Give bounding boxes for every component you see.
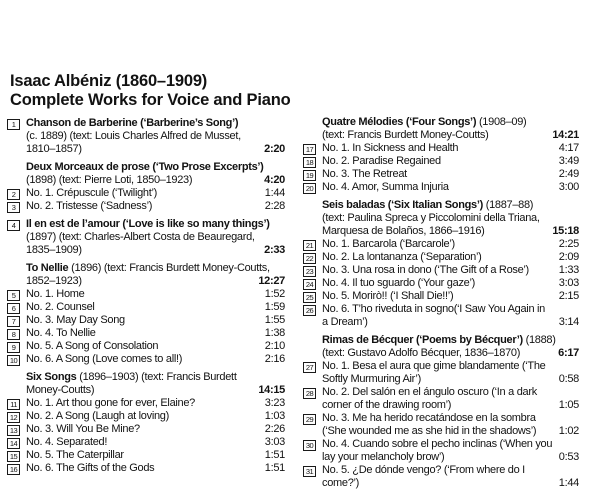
entry-line <box>26 288 285 301</box>
track-number-badge: 29 <box>303 414 316 425</box>
track-row <box>303 360 579 386</box>
entry-line-text: No. 3. Will You Be Mine? <box>26 423 140 435</box>
track-number-badge: 12 <box>7 412 20 423</box>
track-number-cell <box>7 187 26 200</box>
entry-line-text: lay your melancholy brow’) <box>322 451 445 463</box>
entry-text <box>322 303 579 329</box>
track-number-badge: 3 <box>7 202 20 213</box>
entry-line <box>322 181 579 194</box>
entry-line-text: No. 1. Crépuscule (‘Twilight’) <box>26 187 157 199</box>
track-number-cell <box>7 436 26 449</box>
track-duration: 2:49 <box>558 168 579 180</box>
entry-line <box>322 168 579 181</box>
track-number-cell <box>7 410 26 423</box>
work-heading-row <box>303 199 579 238</box>
entry-line-text: (text: Francis Burdett Money-Coutts) <box>322 129 489 141</box>
track-number-badge: 21 <box>303 240 316 251</box>
entry-line <box>322 464 579 477</box>
entry-line <box>322 142 579 155</box>
entry-line-text: No. 3. The Retreat <box>322 168 407 180</box>
track-row <box>7 314 285 327</box>
entry-line-text: come?’) <box>322 477 360 489</box>
entry-line <box>26 449 285 462</box>
entry-text <box>26 327 285 340</box>
track-number-cell <box>7 397 26 410</box>
title-block <box>10 72 290 110</box>
work-total-duration: 14:15 <box>258 384 285 396</box>
entry-text <box>322 264 579 277</box>
track-number-cell <box>303 303 322 316</box>
work-total-duration: 6:17 <box>558 347 579 359</box>
entry-text <box>322 360 579 386</box>
entry-text <box>322 142 579 155</box>
track-number-badge: 22 <box>303 253 316 264</box>
track-duration: 3:49 <box>558 155 579 167</box>
track-number-badge: 14 <box>7 438 20 449</box>
track-duration: 1:03 <box>264 410 285 422</box>
entry-line-text: No. 1. Home <box>26 288 85 300</box>
entry-text <box>26 200 285 213</box>
track-number-cell <box>7 262 26 263</box>
track-row <box>303 168 579 181</box>
track-number-badge: 5 <box>7 290 20 301</box>
track-row <box>7 327 285 340</box>
entry-line <box>322 199 579 212</box>
entry-text <box>26 288 285 301</box>
entry-text <box>322 334 579 360</box>
track-row <box>303 181 579 194</box>
entry-text <box>26 117 285 156</box>
entry-line-text: No. 5. The Caterpillar <box>26 449 124 461</box>
track-duration: 1:33 <box>558 264 579 276</box>
entry-line-text: No. 2. Del salón en el ángulo oscuro (‘In a dark <box>322 386 537 398</box>
track-row <box>303 438 579 464</box>
entry-text <box>26 262 285 288</box>
entry-line-text: No. 1. Barcarola (‘Barcarole’) <box>322 238 455 250</box>
track-number-cell <box>7 462 26 475</box>
entry-line <box>26 174 285 187</box>
entry-line <box>26 143 285 156</box>
track-number-cell <box>7 301 26 314</box>
track-duration: 1:05 <box>558 399 579 411</box>
entry-text <box>26 397 285 410</box>
entry-line <box>322 303 579 316</box>
track-row <box>7 410 285 423</box>
track-number-cell <box>7 218 26 231</box>
track-number-badge: 19 <box>303 170 316 181</box>
track-number-cell <box>303 264 322 277</box>
album-title: Complete Works for Voice and Piano <box>10 91 291 109</box>
entry-line-text: Deux Morceaux de prose (‘Two Prose Excerpts’) <box>26 161 264 173</box>
track-number-badge: 24 <box>303 279 316 290</box>
track-row <box>7 117 285 156</box>
entry-line-text: No. 2. Paradise Regained <box>322 155 441 167</box>
track-number-cell <box>7 371 26 372</box>
track-duration: 1:44 <box>558 477 579 489</box>
entry-line-text: No. 4. Amor, Summa Injuria <box>322 181 449 193</box>
entry-line <box>322 116 579 129</box>
track-row <box>7 449 285 462</box>
track-number-badge: 31 <box>303 466 316 477</box>
track-number-cell <box>303 464 322 477</box>
entry-text <box>26 218 285 257</box>
entry-line-text: No. 5. Morirò!! (‘I Shall Die!!’) <box>322 290 454 302</box>
entry-line <box>322 334 579 347</box>
track-row <box>303 142 579 155</box>
track-number-cell <box>303 116 322 117</box>
track-row <box>303 277 579 290</box>
work-heading-row <box>7 262 285 288</box>
track-number-cell <box>7 353 26 366</box>
track-duration: 2:09 <box>558 251 579 263</box>
entry-text <box>322 181 579 194</box>
entry-line <box>26 423 285 436</box>
entry-text <box>26 301 285 314</box>
entry-line-text: No. 4. Il tuo sguardo (‘Your gaze’) <box>322 277 475 289</box>
entry-text <box>26 353 285 366</box>
track-number-badge: 20 <box>303 183 316 194</box>
entry-line-text: No. 4. Separated! <box>26 436 108 448</box>
entry-line-text: No. 1. Besa el aura que gime blandamente (‘The <box>322 360 546 372</box>
entry-line <box>26 275 285 288</box>
track-duration: 3:03 <box>264 436 285 448</box>
entry-line <box>26 314 285 327</box>
entry-line-text: Il en est de l’amour (‘Love is like so many things’) <box>26 218 270 230</box>
entry-text <box>26 462 285 475</box>
entry-line-text: Money-Coutts) <box>26 384 95 396</box>
track-number-badge: 6 <box>7 303 20 314</box>
entry-line-text: No. 2. A Song (Laugh at loving) <box>26 410 169 422</box>
track-row <box>7 462 285 475</box>
track-row <box>7 288 285 301</box>
work-total-duration: 15:18 <box>552 225 579 237</box>
track-row <box>303 290 579 303</box>
track-number-badge: 26 <box>303 305 316 316</box>
entry-text <box>26 436 285 449</box>
entry-line <box>26 187 285 200</box>
entry-line <box>26 231 285 244</box>
track-number-cell <box>303 168 322 181</box>
track-number-cell <box>303 181 322 194</box>
entry-line <box>26 436 285 449</box>
track-row <box>303 264 579 277</box>
entry-line-text: No. 1. Art thou gone for ever, Elaine? <box>26 397 195 409</box>
entry-line <box>322 438 579 451</box>
entry-line-text: Chanson de Barberine (‘Barberine’s Song’) <box>26 117 239 129</box>
track-duration: 3:00 <box>558 181 579 193</box>
entry-line <box>26 117 285 130</box>
track-duration: 3:23 <box>264 397 285 409</box>
entry-line-text: (‘She wounded me as she hid in the shadows’) <box>322 425 537 437</box>
track-number-cell <box>7 117 26 130</box>
entry-text <box>26 423 285 436</box>
track-number-badge: 2 <box>7 189 20 200</box>
work-heading-row <box>7 371 285 397</box>
work-total-duration: 14:21 <box>552 129 579 141</box>
entry-line <box>322 212 579 225</box>
track-number-badge: 4 <box>7 220 20 231</box>
track-row <box>303 238 579 251</box>
entry-line <box>26 161 285 174</box>
track-row <box>303 412 579 438</box>
track-number-cell <box>303 277 322 290</box>
track-row <box>7 301 285 314</box>
track-duration: 2:26 <box>264 423 285 435</box>
entry-line <box>322 425 579 438</box>
track-number-badge: 18 <box>303 157 316 168</box>
entry-line <box>26 371 285 384</box>
track-number-cell <box>303 360 322 373</box>
entry-line <box>322 290 579 303</box>
work-heading-row <box>303 116 579 142</box>
entry-line-text: No. 3. Me ha herido recatándose en la sombra <box>322 412 536 424</box>
tracklist-column-right <box>303 116 579 490</box>
entry-text <box>322 412 579 438</box>
entry-line-text: (1898) (text: Pierre Loti, 1850–1923) <box>26 174 193 186</box>
track-row <box>7 340 285 353</box>
track-row <box>7 187 285 200</box>
track-row <box>303 155 579 168</box>
track-duration: 2:16 <box>264 353 285 365</box>
entry-line <box>26 327 285 340</box>
entry-line-text: No. 3. May Day Song <box>26 314 125 326</box>
entry-text <box>322 116 579 142</box>
entry-line <box>26 410 285 423</box>
track-duration: 1:38 <box>264 327 285 339</box>
track-number-badge: 15 <box>7 451 20 462</box>
entry-line-text: No. 4. To Nellie <box>26 327 96 339</box>
track-row <box>303 386 579 412</box>
track-row <box>7 200 285 213</box>
track-number-cell <box>303 386 322 399</box>
entry-line <box>322 251 579 264</box>
track-duration: 1:52 <box>264 288 285 300</box>
track-duration: 0:58 <box>558 373 579 385</box>
entry-line <box>322 225 579 238</box>
track-number-cell <box>303 438 322 451</box>
tracklist-column-left <box>7 117 285 475</box>
entry-line <box>26 340 285 353</box>
entry-text <box>26 161 285 187</box>
track-number-cell <box>7 449 26 462</box>
entry-line <box>322 386 579 399</box>
track-number-badge: 25 <box>303 292 316 303</box>
track-row <box>7 397 285 410</box>
track-number-badge: 11 <box>7 399 20 410</box>
track-duration: 1:02 <box>558 425 579 437</box>
entry-line <box>322 477 579 490</box>
entry-line-text: 1810–1857) <box>26 143 82 155</box>
entry-line <box>26 462 285 475</box>
entry-text <box>322 155 579 168</box>
entry-text <box>322 290 579 303</box>
entry-line-text: (text: Gustavo Adolfo Bécquer, 1836–1870) <box>322 347 521 359</box>
track-number-badge: 16 <box>7 464 20 475</box>
entry-text <box>322 199 579 238</box>
entry-text <box>26 371 285 397</box>
track-number-cell <box>7 423 26 436</box>
entry-line-text: Seis baladas (‘Six Italian Songs’) (1887–88) <box>322 199 534 211</box>
entry-line-text: No. 2. La lontananza (‘Separation’) <box>322 251 482 263</box>
entry-line <box>26 384 285 397</box>
entry-line-text: Six Songs (1896–1903) (text: Francis Burdett <box>26 371 237 383</box>
track-duration: 1:55 <box>264 314 285 326</box>
work-heading-row <box>7 161 285 187</box>
entry-line-text: 1852–1923) <box>26 275 82 287</box>
track-number-badge: 1 <box>7 119 20 130</box>
entry-line <box>26 200 285 213</box>
track-duration: 2:25 <box>558 238 579 250</box>
entry-line <box>322 129 579 142</box>
track-duration: 2:10 <box>264 340 285 352</box>
track-duration: 0:53 <box>558 451 579 463</box>
track-number-cell <box>7 314 26 327</box>
entry-line-text: No. 5. A Song of Consolation <box>26 340 159 352</box>
entry-line-text: No. 5. ¿De dónde vengo? (‘From where do I <box>322 464 525 476</box>
entry-text <box>322 277 579 290</box>
entry-line <box>322 399 579 412</box>
track-number-badge: 28 <box>303 388 316 399</box>
entry-line <box>322 360 579 373</box>
entry-text <box>26 340 285 353</box>
entry-line-text: No. 2. Counsel <box>26 301 95 313</box>
track-number-cell <box>7 200 26 213</box>
entry-line-text: No. 1. In Sickness and Health <box>322 142 459 154</box>
entry-line <box>322 238 579 251</box>
track-number-cell <box>7 161 26 162</box>
entry-line-text: No. 4. Cuando sobre el pecho inclinas (‘When you <box>322 438 553 450</box>
track-number-cell <box>303 334 322 335</box>
track-number-badge: 8 <box>7 329 20 340</box>
entry-line-text: To Nellie (1896) (text: Francis Burdett Money-Coutts, <box>26 262 270 274</box>
entry-text <box>322 464 579 490</box>
track-number-cell <box>303 199 322 200</box>
entry-text <box>26 449 285 462</box>
entry-line-text: (c. 1889) (text: Louis Charles Alfred de Musset, <box>26 130 241 142</box>
composer-title: Isaac Albéniz (1860–1909) <box>10 72 208 90</box>
entry-text <box>26 314 285 327</box>
entry-line-text: No. 6. A Song (Love comes to all!) <box>26 353 183 365</box>
entry-line <box>26 130 285 143</box>
track-number-badge: 9 <box>7 342 20 353</box>
track-duration: 3:14 <box>558 316 579 328</box>
track-number-badge: 27 <box>303 362 316 373</box>
entry-line-text: Marquesa de Bolaños, 1866–1916) <box>322 225 485 237</box>
track-number-cell <box>303 238 322 251</box>
entry-line-text: No. 6. The Gifts of the Gods <box>26 462 155 474</box>
entry-line <box>322 277 579 290</box>
entry-line <box>322 347 579 360</box>
entry-line <box>322 373 579 386</box>
work-total-duration: 12:27 <box>258 275 285 287</box>
track-row <box>303 303 579 329</box>
work-heading-row <box>303 334 579 360</box>
entry-line <box>322 451 579 464</box>
entry-line <box>26 397 285 410</box>
entry-text <box>322 251 579 264</box>
track-row <box>303 464 579 490</box>
entry-line-text: (text: Paulina Spreca y Piccolomini della Triana, <box>322 212 540 224</box>
track-number-cell <box>7 327 26 340</box>
entry-text <box>322 168 579 181</box>
track-number-badge: 7 <box>7 316 20 327</box>
entry-line-text: Rimas de Bécquer (‘Poems by Bécquer’) (1888) <box>322 334 556 346</box>
track-row <box>7 218 285 257</box>
entry-line <box>322 155 579 168</box>
entry-line-text: No. 2. Tristesse (‘Sadness’) <box>26 200 153 212</box>
track-number-badge: 10 <box>7 355 20 366</box>
track-number-badge: 23 <box>303 266 316 277</box>
entry-line <box>26 262 285 275</box>
entry-text <box>322 438 579 464</box>
track-duration: 4:17 <box>558 142 579 154</box>
track-row <box>7 436 285 449</box>
entry-line <box>322 316 579 329</box>
work-total-duration: 2:33 <box>264 244 285 256</box>
entry-line-text: Quatre Mélodies (‘Four Songs’) (1908–09) <box>322 116 527 128</box>
track-number-cell <box>303 142 322 155</box>
track-duration: 2:15 <box>558 290 579 302</box>
track-duration: 2:28 <box>264 200 285 212</box>
entry-line <box>26 353 285 366</box>
entry-line-text: 1835–1909) <box>26 244 82 256</box>
entry-line <box>26 244 285 257</box>
track-row <box>7 423 285 436</box>
track-number-badge: 13 <box>7 425 20 436</box>
track-duration: 1:44 <box>264 187 285 199</box>
entry-line-text: No. 3. Una rosa in dono (‘The Gift of a Rose’) <box>322 264 529 276</box>
entry-line <box>322 412 579 425</box>
track-number-badge: 30 <box>303 440 316 451</box>
entry-text <box>26 410 285 423</box>
entry-line-text: No. 6. T’ho riveduta in sogno(‘I Saw You Again in <box>322 303 545 315</box>
track-row <box>7 353 285 366</box>
track-duration: 1:59 <box>264 301 285 313</box>
track-duration: 1:51 <box>264 462 285 474</box>
entry-text <box>322 238 579 251</box>
track-number-cell <box>303 412 322 425</box>
track-number-cell <box>303 155 322 168</box>
track-row <box>303 251 579 264</box>
entry-text <box>322 386 579 412</box>
entry-line-text: Softly Murmuring Air’) <box>322 373 421 385</box>
work-total-duration: 4:20 <box>264 174 285 186</box>
work-total-duration: 2:20 <box>264 143 285 155</box>
entry-line-text: a Dream’) <box>322 316 368 328</box>
track-duration: 1:51 <box>264 449 285 461</box>
entry-line <box>26 301 285 314</box>
track-duration: 3:03 <box>558 277 579 289</box>
entry-line-text: corner of the drawing room’) <box>322 399 452 411</box>
track-number-badge: 17 <box>303 144 316 155</box>
track-number-cell <box>303 290 322 303</box>
entry-line <box>322 264 579 277</box>
track-number-cell <box>7 288 26 301</box>
entry-line-text: (1897) (text: Charles-Albert Costa de Beauregard, <box>26 231 255 243</box>
track-number-cell <box>7 340 26 353</box>
entry-text <box>26 187 285 200</box>
track-number-cell <box>303 251 322 264</box>
entry-line <box>26 218 285 231</box>
